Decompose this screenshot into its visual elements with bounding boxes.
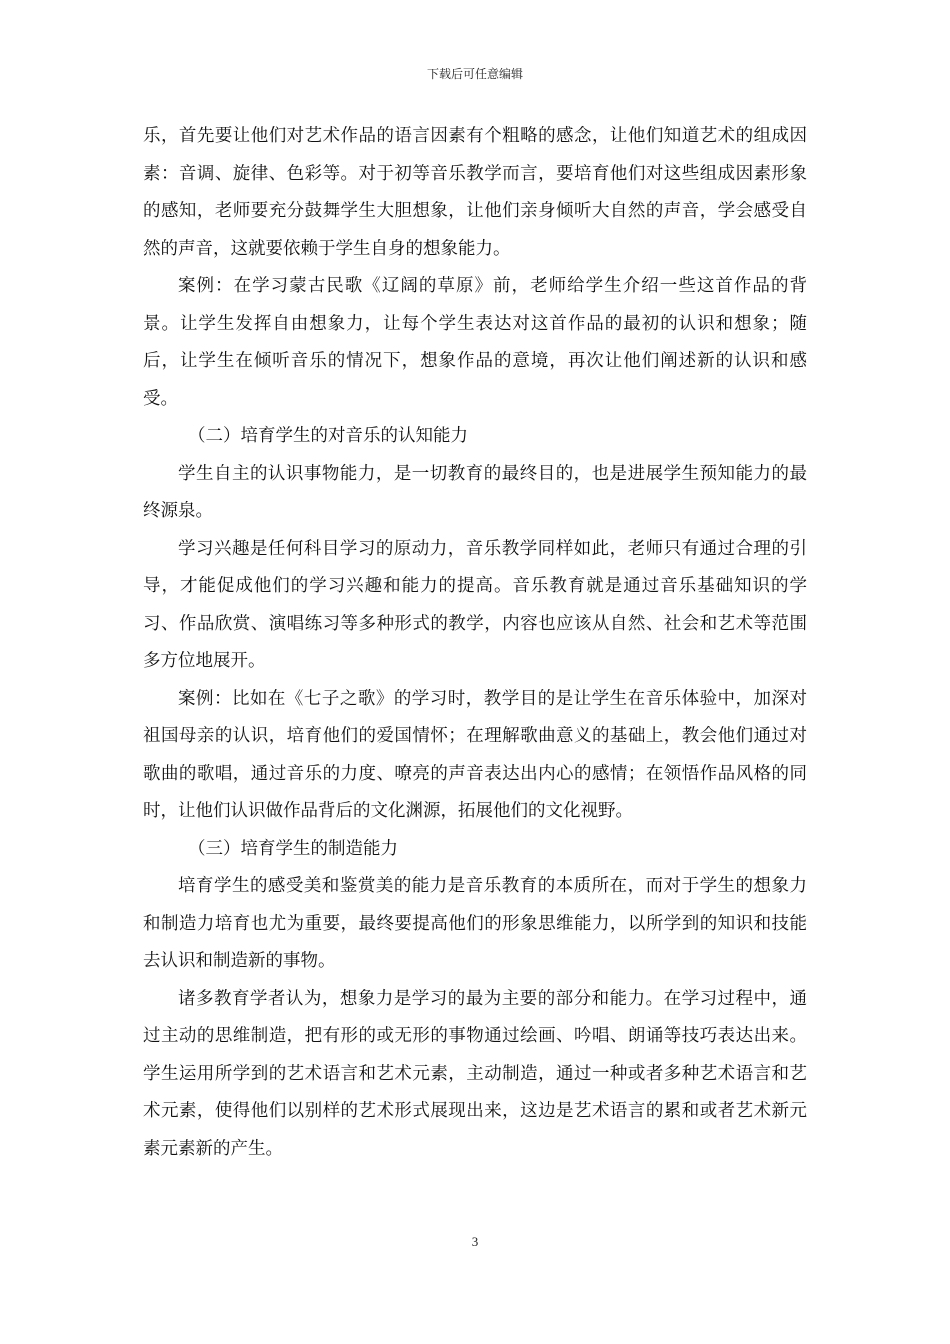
paragraph: 案例：比如在《七子之歌》的学习时，教学目的是让学生在音乐体验中，加深对祖国母亲的认识，培育他们的爱国情怀；在理解歌曲意义的基础上，教会他们通过对歌曲的歌唱，通过音乐的力度、嘹亮的声音表达出内心的感情；在领悟作品风格的同时，让他们认识做作品背后的文化渊源，拓展他们的文化视野。	[143, 688, 807, 821]
document-body	[143, 118, 807, 1168]
paragraph: 诸多教育学者认为，想象力是学习的最为主要的部分和能力。在学习过程中，通过主动的思维制造，把有形的或无形的事物通过绘画、吟唱、朗诵等技巧表达出来。学生运用所学到的艺术语言和艺术元素，主动制造，通过一种或者多种艺术语言和艺术元素，使得他们以别样的艺术形式展现出来，这边是艺术语言的累和或者艺术新元素元素新的产生。	[143, 988, 807, 1159]
paragraph: 乐，首先要让他们对艺术作品的语言因素有个粗略的感念，让他们知道艺术的组成因素：音调、旋律、色彩等。对于初等音乐教学而言，要培育他们对这些组成因素形象的感知，老师要充分鼓舞学生大胆想象，让他们亲身倾听大自然的声音，学会感受自然的声音，这就要依赖于学生自身的想象能力。	[143, 126, 807, 259]
paragraph: 培育学生的感受美和鉴赏美的能力是音乐教育的本质所在，而对于学生的想象力和制造力培育也尤为重要，最终要提高他们的形象思维能力，以所学到的知识和技能去认识和制造新的事物。	[143, 876, 807, 971]
section-heading: （二）培育学生的对音乐的认知能力	[188, 426, 468, 446]
page-number: 3	[471, 1234, 479, 1249]
section-heading: （三）培育学生的制造能力	[188, 838, 398, 859]
paragraph: 学习兴趣是任何科目学习的原动力，音乐教学同样如此，老师只有通过合理的引导，才能促成他们的学习兴趣和能力的提高。音乐教育就是通过音乐基础知识的学习、作品欣赏、演唱练习等多种形式的教学，内容也应该从自然、社会和艺术等范围多方位地展开。	[143, 538, 807, 671]
paragraph: 案例：在学习蒙古民歌《辽阔的草原》前，老师给学生介绍一些这首作品的背景。让学生发挥自由想象力，让每个学生表达对这首作品的最初的认识和想象；随后，让学生在倾听音乐的情况下，想象作品的意境，再次让他们阐述新的认识和感受。	[143, 276, 807, 409]
paragraph: 学生自主的认识事物能力，是一切教育的最终目的，也是进展学生预知能力的最终源泉。	[143, 463, 807, 521]
page-header: 下载后可任意编辑	[426, 67, 523, 81]
